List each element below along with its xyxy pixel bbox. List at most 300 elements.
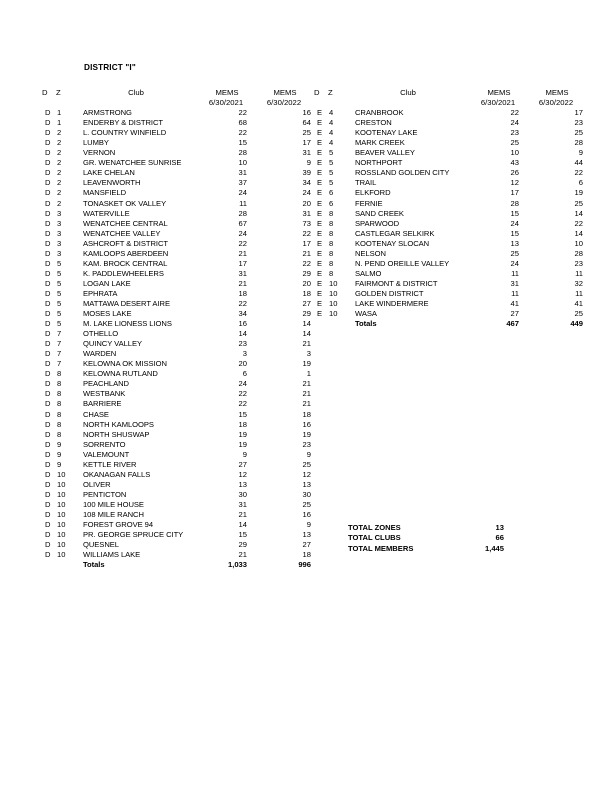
table-row [314, 158, 586, 168]
cell-district: E [317, 258, 323, 268]
table-row [42, 420, 314, 430]
cell-zone: 5 [329, 158, 334, 168]
cell-club-name: WASA [355, 309, 377, 319]
cell-mems-2022: 14 [574, 228, 583, 238]
table-row [42, 540, 314, 550]
cell-mems-2022: 28 [574, 138, 583, 148]
table-row [42, 410, 314, 420]
table-row [42, 450, 314, 460]
cell-zone: 7 [57, 349, 62, 359]
cell-mems-2021: 24 [238, 228, 247, 238]
cell-mems-2022: 30 [302, 489, 311, 499]
cell-zone: 10 [57, 509, 66, 519]
cell-mems-2021: 26 [510, 168, 519, 178]
table-row [42, 530, 314, 540]
cell-zone: 3 [57, 248, 62, 258]
cell-club-name: KOOTENAY LAKE [355, 128, 418, 138]
header-spacer-z [56, 98, 74, 108]
totals-label: Totals [83, 560, 105, 570]
cell-mems-2021: 43 [510, 158, 519, 168]
cell-district: E [317, 198, 323, 208]
cell-mems-2021: 19 [238, 439, 247, 449]
cell-mems-2021: 34 [238, 309, 247, 319]
cell-district: E [317, 218, 323, 228]
cell-mems-2022: 9 [578, 148, 583, 158]
cell-zone: 10 [329, 298, 338, 308]
cell-mems-2022: 25 [574, 309, 583, 319]
cell-district: D [45, 258, 51, 268]
cell-mems-2021: 6 [242, 369, 247, 379]
cell-zone: 1 [57, 108, 62, 118]
table-row [42, 389, 314, 399]
district-e-table-body [314, 108, 586, 329]
cell-zone: 5 [57, 319, 62, 329]
table-row [314, 239, 586, 249]
cell-zone: 6 [329, 198, 334, 208]
cell-mems-2022: 28 [574, 248, 583, 258]
cell-district: E [317, 268, 323, 278]
cell-zone: 8 [329, 208, 334, 218]
cell-club-name: KELOWNA RUTLAND [83, 369, 158, 379]
cell-mems-2021: 24 [510, 118, 519, 128]
table-row [42, 148, 314, 158]
table-row [314, 229, 586, 239]
cell-mems-2022: 6 [578, 178, 583, 188]
cell-mems-2021: 13 [238, 479, 247, 489]
table-row [42, 249, 314, 259]
cell-mems-2022: 22 [302, 258, 311, 268]
cell-mems-2021: 12 [510, 178, 519, 188]
cell-mems-2022: 27 [302, 298, 311, 308]
cell-club-name: KOOTENAY SLOCAN [355, 238, 430, 248]
cell-mems-2022: 29 [302, 309, 311, 319]
cell-district: D [45, 530, 51, 540]
cell-zone: 7 [57, 359, 62, 369]
cell-mems-2021: 21 [238, 248, 247, 258]
table-row [42, 349, 314, 359]
cell-mems-2022: 23 [574, 258, 583, 268]
cell-district: E [317, 278, 323, 288]
cell-mems-2022: 14 [574, 208, 583, 218]
cell-zone: 8 [57, 389, 62, 399]
cell-zone: 2 [57, 158, 62, 168]
cell-district: D [45, 329, 51, 339]
cell-club-name: SORRENTO [83, 439, 126, 449]
table-row [42, 369, 314, 379]
cell-district: E [317, 248, 323, 258]
header-row-line2 [42, 98, 314, 108]
col-header-zone: Z [328, 88, 333, 97]
totals-spacer-d [42, 560, 56, 570]
cell-mems-2022: 17 [574, 108, 583, 118]
cell-club-name: BEAVER VALLEY [355, 148, 415, 158]
cell-club-name: VALEMOUNT [83, 449, 130, 459]
cell-mems-2021: 31 [510, 278, 519, 288]
table-row [42, 510, 314, 520]
cell-mems-2021: 18 [238, 419, 247, 429]
cell-zone: 4 [329, 108, 334, 118]
cell-club-name: KAM. BROCK CENTRAL [83, 258, 168, 268]
cell-club-name: ROSSLAND GOLDEN CITY [355, 168, 450, 178]
cell-district: E [317, 178, 323, 188]
table-row [42, 440, 314, 450]
cell-district: E [317, 108, 323, 118]
cell-club-name: LOGAN LAKE [83, 278, 131, 288]
table-row [42, 269, 314, 279]
cell-zone: 5 [57, 278, 62, 288]
cell-zone: 9 [57, 459, 62, 469]
cell-mems-2022: 21 [302, 399, 311, 409]
district-d-table [42, 88, 314, 570]
cell-club-name: GR. WENATCHEE SUNRISE [83, 158, 182, 168]
cell-mems-2021: 41 [510, 298, 519, 308]
cell-mems-2022: 27 [302, 540, 311, 550]
cell-zone: 5 [329, 178, 334, 188]
summary-label: TOTAL ZONES [348, 523, 401, 532]
cell-mems-2021: 11 [511, 268, 519, 278]
cell-mems-2022: 11 [575, 288, 583, 298]
table-row [314, 269, 586, 279]
cell-zone: 8 [57, 409, 62, 419]
cell-district: D [45, 459, 51, 469]
totals-row [42, 560, 314, 570]
cell-mems-2022: 41 [574, 298, 583, 308]
table-row [42, 460, 314, 470]
cell-club-name: QUESNEL [83, 540, 119, 550]
cell-mems-2022: 20 [302, 198, 311, 208]
cell-mems-2021: 10 [238, 158, 247, 168]
cell-club-name: MATTAWA DESERT AIRE [83, 298, 170, 308]
cell-club-name: L. COUNTRY WINFIELD [83, 128, 167, 138]
cell-mems-2021: 14 [238, 329, 247, 339]
col-header-zone: Z [56, 88, 61, 97]
cell-club-name: OKANAGAN FALLS [83, 469, 151, 479]
cell-mems-2021: 10 [510, 148, 519, 158]
cell-mems-2022: 22 [574, 168, 583, 178]
cell-mems-2021: 29 [238, 540, 247, 550]
cell-mems-2021: 30 [238, 489, 247, 499]
cell-club-name: SPARWOOD [355, 218, 400, 228]
cell-club-name: LUMBY [83, 138, 109, 148]
col-header-club: Club [128, 88, 144, 97]
cell-zone: 8 [329, 228, 334, 238]
totals-label: Totals [355, 319, 377, 329]
totals-spacer-z [56, 560, 74, 570]
table-row [42, 138, 314, 148]
cell-district: D [45, 509, 51, 519]
cell-club-name: WENATCHEE VALLEY [83, 228, 161, 238]
cell-district: D [45, 339, 51, 349]
cell-club-name: LAKE WINDERMERE [355, 298, 429, 308]
totals-row [314, 319, 586, 329]
cell-zone: 7 [57, 339, 62, 349]
cell-district: E [317, 208, 323, 218]
table-row [42, 299, 314, 309]
cell-club-name: N. PEND OREILLE VALLEY [355, 258, 450, 268]
cell-mems-2021: 27 [510, 309, 519, 319]
cell-zone: 2 [57, 148, 62, 158]
cell-mems-2022: 11 [575, 268, 583, 278]
header-spacer-d [314, 98, 328, 108]
cell-district: E [317, 148, 323, 158]
table-row [42, 319, 314, 329]
header-spacer-z [328, 98, 346, 108]
col-header-date-2022: 6/30/2022 [266, 98, 302, 108]
district-e-table-header [314, 88, 586, 108]
cell-club-name: ARMSTRONG [83, 108, 132, 118]
district-e-table [314, 88, 586, 329]
table-row [314, 168, 586, 178]
cell-mems-2022: 34 [302, 178, 311, 188]
cell-mems-2022: 22 [574, 218, 583, 228]
cell-mems-2021: 28 [238, 208, 247, 218]
cell-mems-2022: 21 [302, 379, 311, 389]
cell-mems-2022: 18 [302, 409, 311, 419]
col-header-date-2022: 6/30/2022 [538, 98, 574, 108]
cell-district: D [45, 309, 51, 319]
cell-mems-2022: 13 [302, 479, 311, 489]
table-row [42, 490, 314, 500]
cell-mems-2021: 68 [238, 118, 247, 128]
cell-mems-2022: 64 [302, 118, 311, 128]
cell-zone: 8 [57, 399, 62, 409]
cell-district: D [45, 399, 51, 409]
cell-district: D [45, 158, 51, 168]
cell-zone: 2 [57, 138, 62, 148]
table-row [42, 209, 314, 219]
cell-zone: 10 [57, 520, 66, 530]
cell-mems-2022: 13 [302, 530, 311, 540]
table-row [42, 329, 314, 339]
cell-mems-2021: 31 [238, 499, 247, 509]
cell-club-name: KAMLOOPS ABERDEEN [83, 248, 169, 258]
cell-zone: 6 [329, 188, 334, 198]
cell-club-name: 108 MILE RANCH [83, 509, 144, 519]
cell-club-name: NORTH SHUSWAP [83, 429, 150, 439]
cell-zone: 8 [57, 379, 62, 389]
cell-mems-2021: 18 [238, 288, 247, 298]
cell-district: D [45, 479, 51, 489]
cell-club-name: CHASE [83, 409, 109, 419]
cell-mems-2021: 11 [239, 198, 247, 208]
cell-mems-2022: 19 [574, 188, 583, 198]
table-row [42, 168, 314, 178]
cell-district: D [45, 268, 51, 278]
header-row-line1 [314, 88, 586, 98]
cell-zone: 3 [57, 238, 62, 248]
col-header-date-2021: 6/30/2021 [480, 98, 516, 108]
cell-zone: 2 [57, 188, 62, 198]
cell-district: D [45, 118, 51, 128]
cell-club-name: NELSON [355, 248, 386, 258]
table-row [314, 249, 586, 259]
cell-club-name: LEAVENWORTH [83, 178, 141, 188]
cell-zone: 10 [57, 469, 66, 479]
cell-district: E [317, 309, 323, 319]
cell-district: D [45, 469, 51, 479]
cell-district: E [317, 128, 323, 138]
cell-mems-2021: 31 [238, 168, 247, 178]
cell-mems-2022: 39 [302, 168, 311, 178]
cell-club-name: WESTBANK [83, 389, 126, 399]
table-row [42, 188, 314, 198]
cell-district: D [45, 178, 51, 188]
cell-club-name: MANSFIELD [83, 188, 127, 198]
cell-mems-2021: 15 [238, 409, 247, 419]
cell-mems-2022: 32 [574, 278, 583, 288]
table-row [314, 178, 586, 188]
table-row [42, 430, 314, 440]
cell-mems-2021: 20 [238, 359, 247, 369]
table-row [42, 118, 314, 128]
cell-district: D [45, 540, 51, 550]
cell-zone: 5 [329, 168, 334, 178]
cell-district: D [45, 198, 51, 208]
cell-mems-2021: 25 [510, 138, 519, 148]
cell-district: D [45, 298, 51, 308]
district-e-column [314, 88, 586, 329]
cell-club-name: KETTLE RIVER [83, 459, 137, 469]
cell-district: E [317, 138, 323, 148]
cell-zone: 10 [57, 479, 66, 489]
cell-zone: 4 [329, 118, 334, 128]
totals-spacer-d [314, 319, 328, 329]
cell-club-name: ASHCROFT & DISTRICT [83, 238, 168, 248]
col-header-date-2021: 6/30/2021 [208, 98, 244, 108]
cell-zone: 4 [329, 128, 334, 138]
cell-mems-2022: 18 [302, 550, 311, 560]
cell-mems-2022: 12 [302, 469, 311, 479]
cell-club-name: TRAIL [355, 178, 377, 188]
header-spacer-club [74, 98, 198, 108]
cell-zone: 10 [329, 278, 338, 288]
cell-club-name: LAKE CHELAN [83, 168, 135, 178]
cell-mems-2021: 37 [238, 178, 247, 188]
cell-zone: 5 [57, 258, 62, 268]
cell-zone: 7 [57, 329, 62, 339]
table-row [42, 199, 314, 209]
cell-district: D [45, 148, 51, 158]
table-row [314, 279, 586, 289]
table-row [314, 219, 586, 229]
summary-label: TOTAL CLUBS [348, 533, 401, 543]
cell-district: E [317, 188, 323, 198]
cell-mems-2021: 17 [510, 188, 519, 198]
cell-district: D [45, 550, 51, 560]
table-row [42, 309, 314, 319]
cell-mems-2022: 16 [302, 509, 311, 519]
table-row [314, 108, 586, 118]
cell-club-name: FERNIE [355, 198, 383, 208]
district-d-column [42, 88, 314, 570]
cell-club-name: ENDERBY & DISTRICT [83, 118, 163, 128]
cell-district: D [45, 319, 51, 329]
cell-district: D [45, 489, 51, 499]
cell-club-name: CASTLEGAR SELKIRK [355, 228, 435, 238]
cell-zone: 5 [329, 148, 334, 158]
cell-zone: 10 [329, 288, 338, 298]
cell-mems-2021: 22 [510, 108, 519, 118]
cell-mems-2021: 23 [510, 128, 519, 138]
cell-mems-2021: 15 [238, 530, 247, 540]
cell-mems-2022: 23 [574, 118, 583, 128]
summary-value: 66 [495, 533, 504, 543]
cell-club-name: M. LAKE LIONESS LIONS [83, 319, 172, 329]
cell-club-name: NORTH KAMLOOPS [83, 419, 154, 429]
cell-district: D [45, 449, 51, 459]
header-spacer-club [346, 98, 470, 108]
cell-mems-2021: 3 [242, 349, 247, 359]
table-row [42, 259, 314, 269]
summary-row [348, 533, 548, 543]
table-row [314, 138, 586, 148]
cell-zone: 8 [329, 258, 334, 268]
cell-district: D [45, 409, 51, 419]
summary-label: TOTAL MEMBERS [348, 543, 414, 553]
cell-zone: 2 [57, 178, 62, 188]
cell-mems-2022: 23 [302, 439, 311, 449]
cell-zone: 10 [329, 309, 338, 319]
cell-mems-2021: 27 [238, 459, 247, 469]
cell-district: D [45, 520, 51, 530]
cell-district: D [45, 429, 51, 439]
cell-mems-2022: 21 [302, 339, 311, 349]
cell-zone: 3 [57, 208, 62, 218]
summary-value: 1,445 [484, 543, 504, 553]
summary-row [348, 523, 548, 533]
cell-mems-2022: 1 [306, 369, 311, 379]
cell-district: D [45, 218, 51, 228]
cell-zone: 5 [57, 288, 62, 298]
cell-mems-2022: 16 [302, 419, 311, 429]
cell-district: E [317, 288, 323, 298]
cell-mems-2022: 14 [302, 319, 311, 329]
cell-district: D [45, 369, 51, 379]
cell-mems-2021: 22 [238, 108, 247, 118]
cell-district: D [45, 128, 51, 138]
cell-district: E [317, 118, 323, 128]
cell-zone: 8 [329, 238, 334, 248]
header-row-line1 [42, 88, 314, 98]
table-row [314, 148, 586, 158]
cell-district: E [317, 168, 323, 178]
cell-zone: 10 [57, 550, 66, 560]
cell-district: E [317, 228, 323, 238]
cell-club-name: MOSES LAKE [83, 309, 132, 319]
col-header-district: D [42, 88, 48, 97]
cell-zone: 9 [57, 449, 62, 459]
cell-mems-2021: 21 [238, 550, 247, 560]
totals-mems-2021: 1,033 [227, 560, 247, 570]
cell-mems-2022: 20 [302, 278, 311, 288]
district-d-table-header [42, 88, 314, 108]
cell-district: D [45, 208, 51, 218]
table-row [42, 158, 314, 168]
cell-district: D [45, 499, 51, 509]
cell-district: E [317, 238, 323, 248]
cell-district: D [45, 108, 51, 118]
cell-club-name: BARRIERE [83, 399, 122, 409]
cell-club-name: OLIVER [83, 479, 111, 489]
cell-mems-2022: 21 [302, 389, 311, 399]
cell-zone: 8 [57, 419, 62, 429]
cell-mems-2021: 13 [510, 238, 519, 248]
cell-club-name: WATERVILLE [83, 208, 130, 218]
col-header-mems-2021: MEMS [215, 88, 239, 97]
cell-club-name: QUINCY VALLEY [83, 339, 142, 349]
cell-mems-2021: 23 [238, 339, 247, 349]
table-row [42, 399, 314, 409]
